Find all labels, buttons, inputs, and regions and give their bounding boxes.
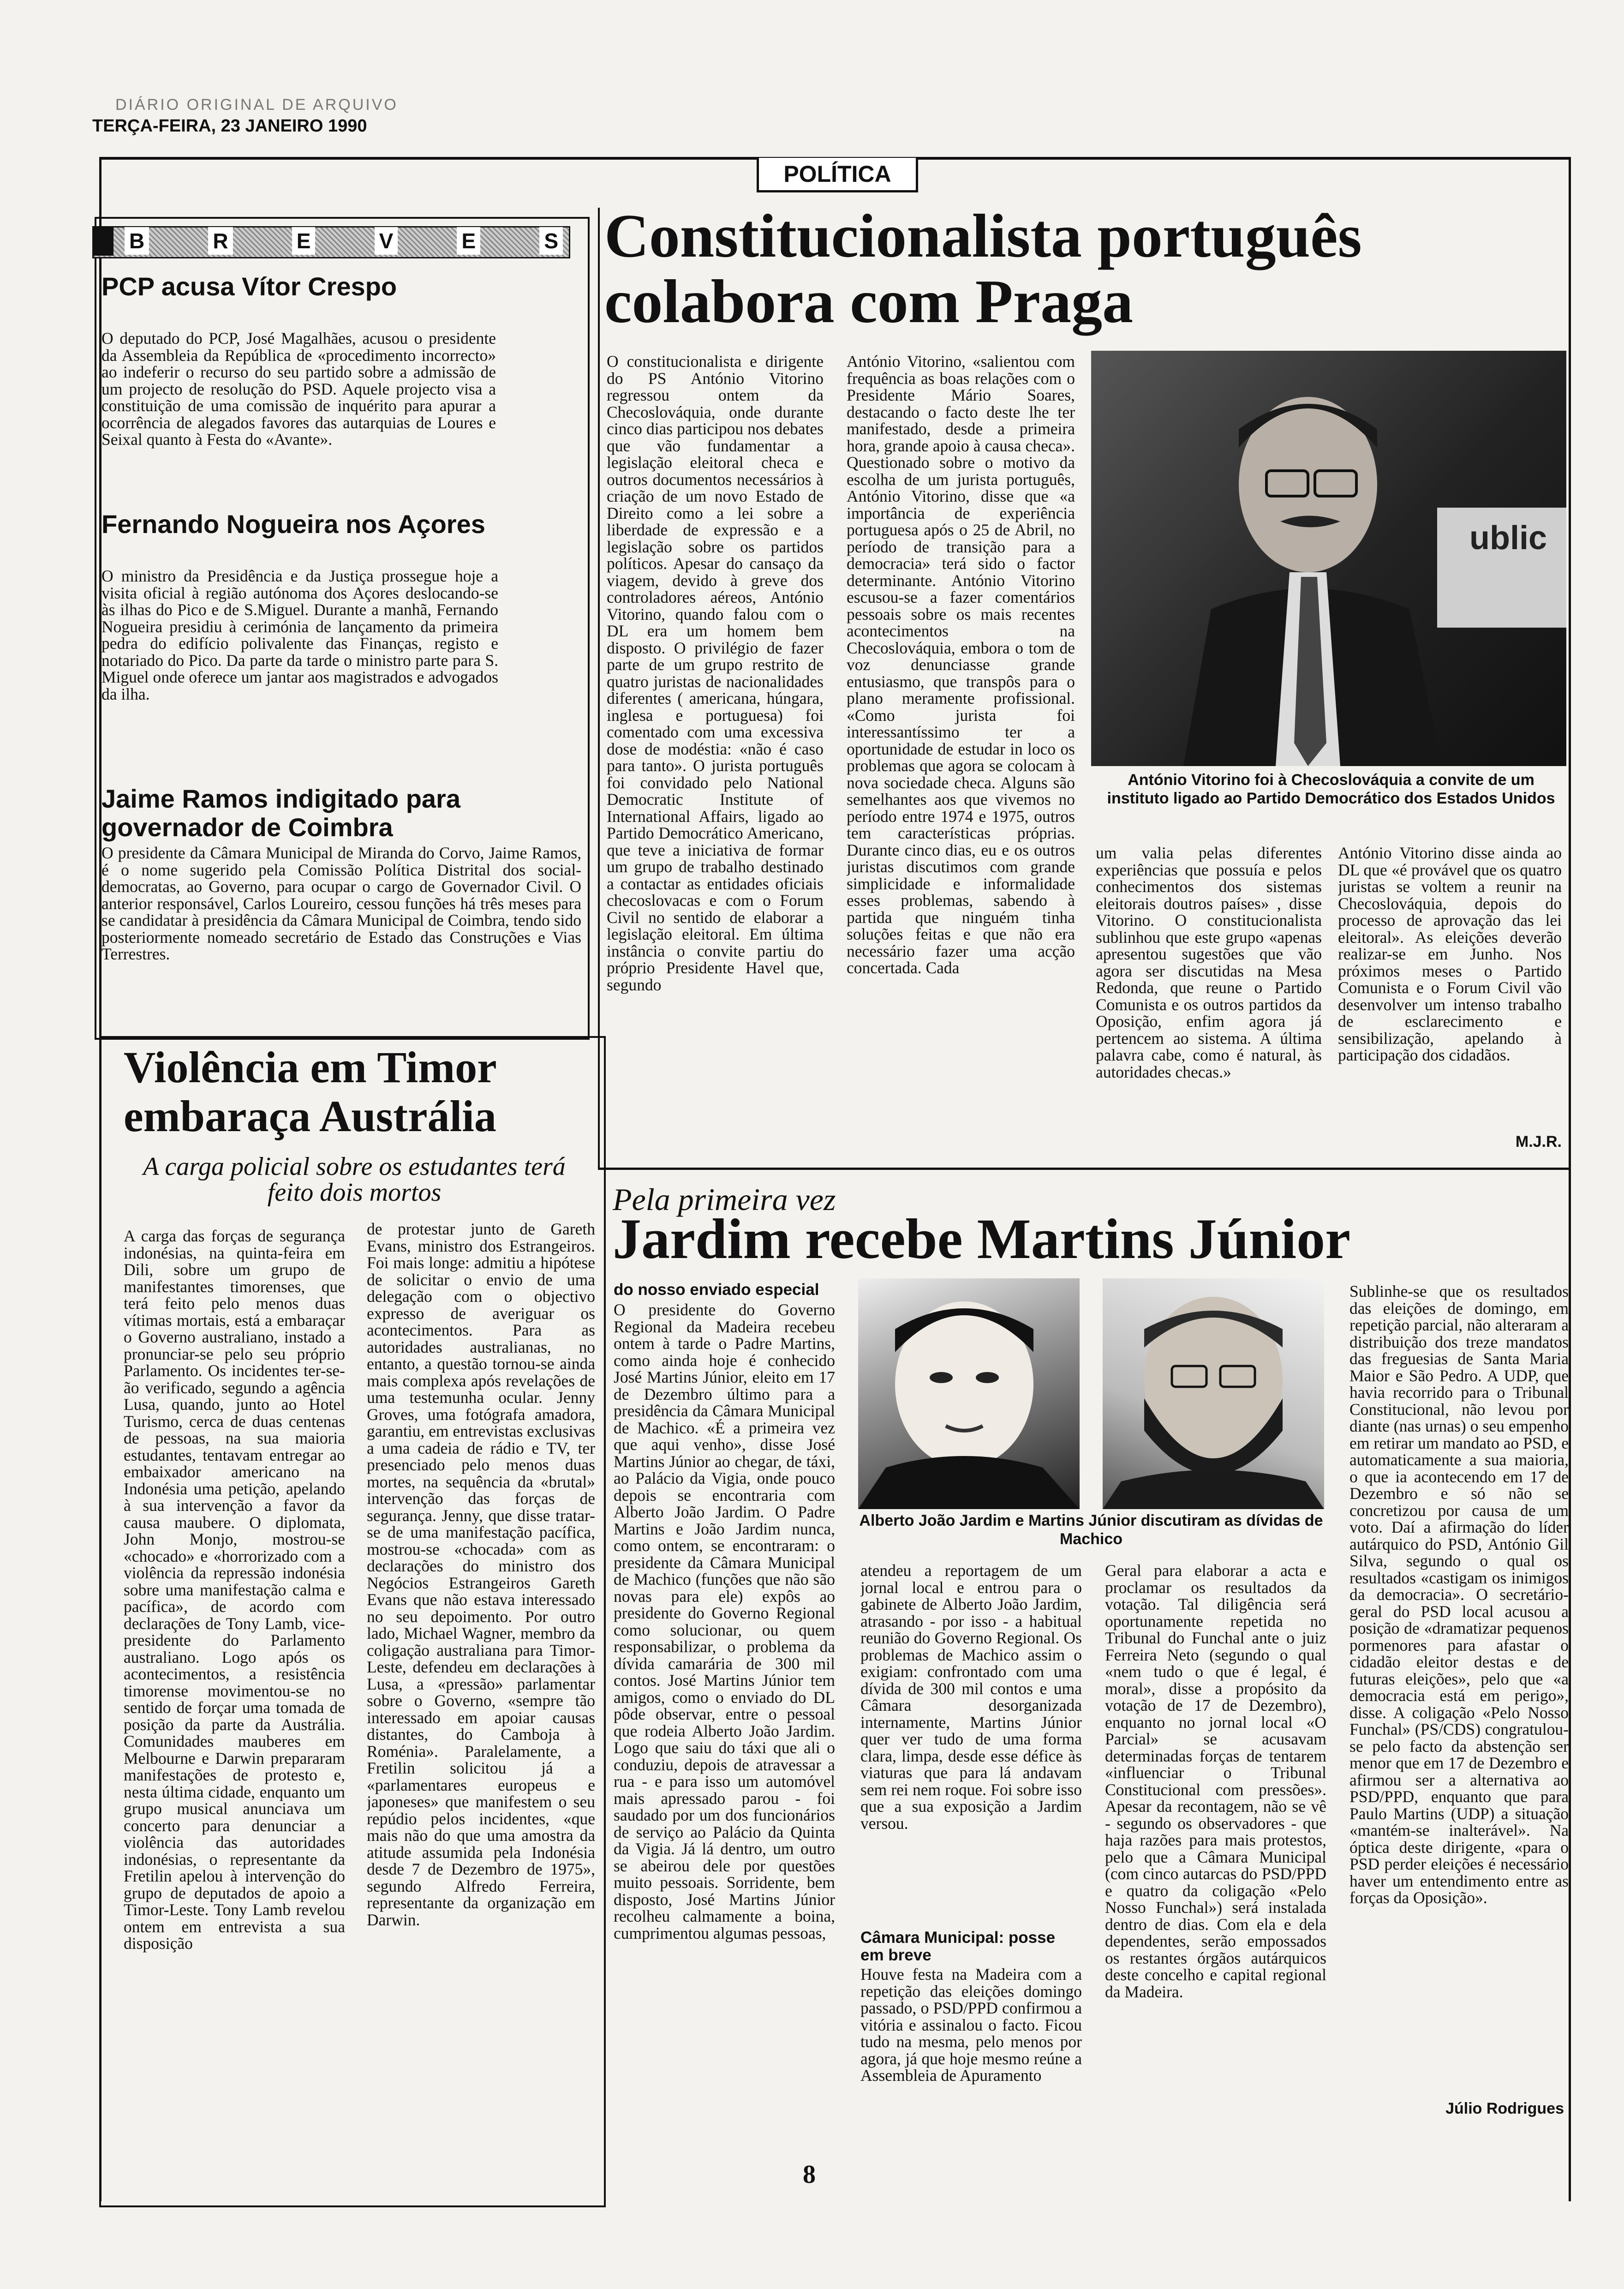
- article-column: A carga das forças de segurança indonésias, na quinta-feira em Dili, sobre um grupo de manifestantes timorenses, que terá feito pelo menos duas vítimas mortais, está a embaraçar o Governo australiano, instado a pronunciar-se pelo seu próprio Parlamento. Os incidentes ter-se-ão verificado, segundo a agência Lusa, quando, junto ao Hotel Turismo, cerca de duas centenas de pessoas, na sua maioria estudantes, tentavam entregar ao embaixador americano na Indonésia uma petição, apelando à sua intervenção a favor da causa maubere. O diplomata, John Monjo, mostrou-se «chocado» e «horrorizado com a violência da repressão indonésia sobre uma manifestação calma e pacífica», de acordo com declarações de Tony Lamb, vice-presidente do Parlamento australiano. Logo após os acontecimentos, a resistência timorense movimentou-se no sentido de forçar uma tomada de posição da parte da Austrália. Comunidades mauberes em Melbourne e Darwin prepararam manifestações de protesto e, nesta última cidade, enquanto um grupo musical anunciava um concerto para denunciar a violência das autoridades indonésias, o representante da Fretilin apelou à intervenção do grupo de deputados de apoio a Timor-Leste. Tony Lamb revelou ontem em entrevista a sua disposição: [124, 1228, 345, 1953]
- photo-caption: António Vitorino foi à Checoslováquia a convite de um instituto ligado ao Partido Democrático dos Estados Unidos: [1107, 771, 1555, 807]
- photo-caption: Alberto João Jardim e Martins Júnior discutiram as dívidas de Machico: [859, 1512, 1323, 1548]
- photo-martins-junior: [1103, 1278, 1324, 1509]
- breves-letter: S: [539, 227, 563, 255]
- breves-item-body: O presidente da Câmara Municipal de Miranda do Corvo, Jaime Ramos, é o nome sugerido pela Comissão Política Distrital dos social-democratas, ao Governo, para ocupar o cargo de Governador Civil. O anterior responsável, Carlos Loureiro, cessou funções há três meses para se candidatar à presidência da Câmara Municipal de Coimbra, tendo sido posteriormente nomeado secretário de Estado das Construções e Vias Terrestres.: [102, 844, 581, 963]
- frame-right-rule: [1569, 157, 1571, 2201]
- article-signoff: Júlio Rodrigues: [1445, 2100, 1564, 2117]
- article-column: O presidente do Governo Regional da Madeira recebeu ontem à tarde o Padre Martins, como ainda hoje é conhecido José Martins Júnior, eleito em 17 de Dezembro último para a presidência da Câmara Municipal de Machico. «É a primeira vez que aqui venho», disse José Martins Júnior ao chegar, de táxi, ao Palácio da Vigia, onde pouco depois se encontraria com Alberto João Jardim. O Padre Martins e João Jardim nunca, como ontem, se encontraram: o presidente da Câmara Municipal de Machico (funções que não são novas para ele) expôs ao presidente do Governo Regional como solucionar, ou quem responsabilizar, o problema da dívida camarária de 300 mil contos. José Martins Júnior tem amigos, como o enviado do DL pôde observar, entre o pessoal que rodeia Alberto João Jardim. Logo que saiu do táxi que ali o conduziu, depois de atravessar a rua - e para isso um automóvel mais apressado parou - foi saudado por um dos funcionários de serviço ao Palácio da Quinta da Vigia. Já lá dentro, um outro se abeirou dele por questões muito pessoais. Sorridente, bem disposto, José Martins Júnior recolheu calmamente a boina, cumprimentou algumas pessoas,: [614, 1301, 835, 1942]
- article-subheadline: A carga policial sobre os estudantes terá feito dois mortos: [143, 1152, 566, 1207]
- article-headline: Violência em Timor embaraça Austrália: [124, 1043, 496, 1141]
- breves-letter: R: [208, 227, 233, 255]
- article-headline: Constitucionalista português colabora com Praga: [604, 202, 1362, 336]
- breves-letter: E: [457, 227, 480, 255]
- breves-item-3: [102, 785, 563, 842]
- photo-antonio-vitorino: [1091, 351, 1566, 766]
- column-divider: [598, 208, 600, 1168]
- article-byline: do nosso enviado especial: [614, 1281, 819, 1299]
- article-column: atendeu a reportagem de um jornal local e entrou para o gabinete de Alberto João Jardim, atrasando - por isso - a habitual reunião do Governo Regional. Os problemas de Machico assim o exigiam: confrontado com uma dívida de 300 mil contos e uma Câmara desorganizada internamente, Martins Júnior quer ver tudo de uma forma clara, limpa, desde esse défice às viaturas que para lá andavam sem rei nem roque. Foi sobre isso que a sua exposição a Jardim versou.: [860, 1562, 1082, 1833]
- breves-item-body: O deputado do PCP, José Magalhães, acusou o presidente da Assembleia da República de «procedimento incorrecto» ao indeferir o recurso do seu partido sobre a admissão de um projecto de resolução do PSD. Aquele projecto visa a constituição de uma comissão de inquérito para apurar a ocorrência de alegados favores das autarquias de Loures e Seixal quanto à Festa do «Avante».: [102, 329, 496, 449]
- article-signoff: M.J.R.: [1515, 1133, 1562, 1150]
- breves-letter: V: [375, 227, 398, 255]
- breves-letter: B: [125, 227, 149, 255]
- breves-item-1: [102, 272, 498, 301]
- article-headline: Jardim recebe Martins Júnior: [613, 1207, 1351, 1270]
- article-column: Houve festa na Madeira com a repetição das eleições domingo passado, o PSD/PPD confirmou a vitória e assinalou o facto. Ficou tudo na mesma, pelo menos por agora, já que hoje mesmo reúne a Assembleia de Apuramento: [860, 1966, 1082, 2085]
- article-column: António Vitorino disse ainda ao DL que «é provável que os quatro juristas se voltem a reunir na Checoslováquia, depois do processo de aprovação das lei eleitoral». As eleições deverão realizar-se em Junho. Nos próximos meses o Partido Comunista e o Forum Civil vão desenvolver um intenso trabalho de esclarecimento e sensibilização, apelando à participação dos cidadãos.: [1338, 845, 1562, 1064]
- article-kicker: Pela primeira vez: [613, 1182, 836, 1217]
- breves-letters: [125, 227, 563, 255]
- article-column: Sublinhe-se que os resultados das eleições de domingo, em repetição parcial, não alteraram a distribuição dos treze mandatos das freguesias de Santa Maria Maior e São Pedro. A UDP, que havia recorrido para o Tribunal Constitucional, não levou por diante (nas urnas) o seu empenho em retirar um mandato ao PSD, e automaticamente a sua maioria, o que ia acontecendo em 17 de Dezembro e só não se concretizou por causa de um voto. Daí a afirmação do líder autárquico do PSD, António Gil Silva, segundo o qual os resultados «castigam os inimigos da democracia». O secretário-geral do PSD local acusou a posição de «dramatizar pequenos pormenores para afastar o cidadão eleitor destas e de futuras eleições», pelo que «a democracia está em perigo», disse. A coligação «Pelo Nosso Funchal» (PS/CDS) congratulou-se pelo facto da abstenção ser menor que em 17 de Dezembro e afirmou ser a alternativa ao PSD/PPD, enquanto que para Paulo Martins (UDP) a situação «mantém-se inalterável». Na óptica deste dirigente, «para o PSD perder eleições é necessário haver um entendimento entre as forças da Oposição».: [1349, 1283, 1569, 1907]
- photo-alberto-joao-jardim: [858, 1278, 1080, 1509]
- newspaper-source-label: DIÁRIO ORIGINAL DE ARQUIVO: [115, 96, 398, 114]
- breves-item-title: Fernando Nogueira nos Açores: [102, 509, 485, 539]
- page-number: 8: [803, 2160, 816, 2189]
- portrait-figure: [1091, 351, 1566, 766]
- article-column: António Vitorino, «salientou com frequência as boas relações com o Presidente Mário Soares, destacando o facto deste lhe ter manifestado, desde a primeira hora, grande apoio à causa checa». Questionado sobre o motivo da escolha de um jurista português, António Vitorino, disse que «a importância de experiência portuguesa após o 25 de Abril, no período de transição para a democracia» terá sido o factor determinante. António Vitorino escusou-se a fazer comentários pessoais sobre os mais recentes acontecimentos na Checoslováquia, embora o tom de voz denunciasse grande entusiasmo, que transpôs para o plano meramente profissional. «Como jurista foi interessantíssimo ter a oportunidade de estudar in loco os problemas que agora se colocam à nova sociedade checa. Alguns são semelhantes aos que vivemos no período entre 1974 e 1975, outros tem características próprias. Durante cinco dias, eu e os outros juristas discutimos com grande simplicidade e informalidade esses problemas, sabendo à partida que ninguém tinha soluções feitas e que não era necessário fazer uma acção concertada. Cada: [847, 353, 1075, 977]
- portrait-figure: [1103, 1278, 1324, 1509]
- article-subhead: Câmara Municipal: posse em breve: [860, 1929, 1056, 1964]
- portrait-figure: [858, 1278, 1080, 1509]
- breves-item-2: [102, 510, 498, 539]
- photo-background-text: ublic: [1469, 520, 1547, 557]
- article-column: Geral para elaborar a acta e proclamar os resultados da votação. Tal diligência será oportunamente repetida no Tribunal do Funchal ante o juiz Ferreira Neto (segundo o qual «nem tudo o que é legal, é moral», disse a propósito da votação de 17 de Dezembro), enquanto no jornal local «O Parcial» se acusavam determinadas forças de tentarem «influenciar o Tribunal Constitucional com pressões». Apesar da recontagem, não se vê - segundo os observadores - que haja razões para mais protestos, pelo que a Câmara Municipal (com cinco autarcas do PSD/PPD e quatro da coligação «Pelo Nosso Funchal») será instalada dentro de dias. Com ela e dela dependentes, serão empossados os restantes órgãos autárquicos deste concelho e capital regional da Madeira.: [1105, 1562, 1326, 2001]
- breves-item-title: PCP acusa Vítor Crespo: [102, 272, 397, 301]
- page-date: TERÇA-FEIRA, 23 JANEIRO 1990: [92, 116, 367, 136]
- breves-letter: E: [292, 227, 316, 255]
- breves-square-icon: [92, 226, 113, 256]
- article-column: de protestar junto de Gareth Evans, ministro dos Estrangeiros. Foi mais longe: admitiu a hipótese de solicitar o envio de uma delegação com o objectivo expresso de averiguar os acontecimentos. Para as autoridades australianas, no entanto, a questão tornou-se ainda mais complexa após revelações de uma testemunha ocular. Jenny Groves, uma fotógrafa amadora, garantiu, em entrevistas exclusivas a uma cadeia de rádio e TV, ter presenciado pelo menos duas mortes, na sequência da «brutal» intervenção das forças de segurança. Jenny, que disse tratar-se de uma manifestação pacífica, mostrou-se «chocada» com as declarações do ministro dos Negócios Estrangeiros Gareth Evans que não estava interessado no seu depoimento. Por outro lado, Michael Wagner, membro da coligação australiana para Timor-Leste, defendeu em declarações à Lusa, a «pressão» parlamentar sobre o Governo, «sempre tão interessado em apoiar causas distantes, do Camboja à Roménia». Paralelamente, a Fretilin solicitou já a «parlamentares europeus e japoneses» que manifestem o seu repúdio pelos incidentes, «que mais não do que uma amostra da atitude assumida pela Indonésia desde 7 de Dezembro de 1975», segundo Alfredo Ferreira, representante da organização em Darwin.: [367, 1221, 595, 1929]
- article-column: O constitucionalista e dirigente do PS António Vitorino regressou ontem da Checoslováquia, onde durante cinco dias participou nos debates que vão fundamentar a legislação eleitoral checa e outros documentos necessários à criação de um novo Estado de Direito como a lei sobre a liberdade de expressão e a legislação sobre os partidos políticos. Apesar do cansaço da viagem, devido à greve dos controladores aéreos, António Vitorino, quando falou com o DL era um homem bem disposto. O privilégio de fazer parte de um grupo restrito de quatro juristas de nacionalidades diferentes ( americana, húngara, inglesa e portuguesa) foi comentado com uma excessiva dose de modéstia: «não é caso para tanto». O jurista português foi convidado pelo National Democratic Institute of International Affairs, ligado ao Partido Democrático Americano, que teve a iniciativa de formar um grupo de trabalho destinado a contactar as entidades oficiais checoslovacas e com o Forum Civil no sentido de elaborar a legislação eleitoral. Em última instância o convite partiu do próprio Presidente Havel que, segundo: [607, 353, 824, 994]
- section-label: POLÍTICA: [757, 158, 918, 192]
- article-column: um valia pelas diferentes experiências que possuía e pelos conhecimentos dos sistemas eleitorais doutros países» , disse Vitorino. O constitucionalista sublinhou que este grupo «apenas apresentou sugestões que vão agora ser discutidas na Mesa Redonda, que reune o Partido Comunista e os outros partidos da Oposição, enfim agora já pertencem ao sistema. A última palavra cabe, como é natural, às autoridades checas.»: [1096, 845, 1322, 1081]
- section-rule: [598, 1168, 1570, 1170]
- breves-item-body: O ministro da Presidência e da Justiça prossegue hoje a visita oficial à região autónoma dos Açores deslocando-se às ilhas do Pico e de S.Miguel. Durante a manhã, Fernando Nogueira presidiu à cerimónia de lançamento da primeira pedra do edifício polivalente das Finanças, registo e notariado do Pico. Da parte da tarde o ministro parte para S. Miguel onde oferece um jantar aos magistrados e advogados da ilha.: [102, 567, 498, 703]
- breves-item-title: Jaime Ramos indigitado para governador de Coimbra: [102, 784, 460, 842]
